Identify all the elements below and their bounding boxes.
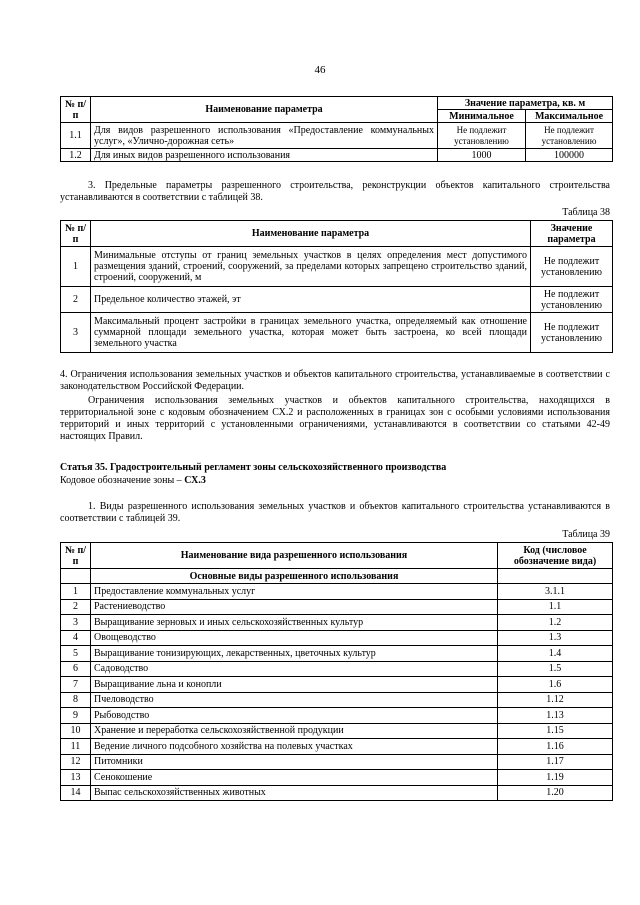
row-code: 1.15 [498,723,613,739]
row-code: 1.5 [498,661,613,677]
paragraph-4-restrictions: Ограничения использования земельных участков и объектов капитального строительства, находящихся в территориальной зоне с кодовым обозначением СХ.2 и расположенных в границах зон с особыми условиями использования территорий и иных территорий с установленными ограничениями, устанавливаются в соответствии со статьями 42-49 настоящих Правил. [60,395,610,442]
row-num: 3 [61,313,91,353]
row-name: Хранение и переработка сельскохозяйственной продукции [91,723,498,739]
table-39 [60,542,613,801]
row-num: 1.1 [61,123,91,149]
table-39-caption: Таблица 39 [562,529,610,540]
row-num: 2 [61,599,91,615]
row-name: Выращивание зерновых и иных сельскохозяйственных культур [91,615,498,631]
row-code: 1.6 [498,677,613,693]
section-title: Основные виды разрешенного использования [91,569,498,584]
col-max-header: Максимальное [526,110,613,123]
row-name: Выращивание льна и конопли [91,677,498,693]
table-row [61,599,613,615]
row-value: Не подлежит установлению [531,247,613,287]
article-title: Статья 35. Градостроительный регламент зоны сельскохозяйственного производства [60,462,447,473]
row-num: 14 [61,785,91,801]
table-row [61,149,613,162]
row-name: Для видов разрешенного использования «Предоставление коммунальных услуг», «Улично-дорожная сеть» [91,123,438,149]
row-name: Пчеловодство [91,692,498,708]
row-code: 1.16 [498,739,613,755]
section-empty-cell [61,569,91,584]
col-name-header: Наименование параметра [91,221,531,247]
col-value-header: Значение параметра, кв. м [438,97,613,110]
table-row [61,754,613,770]
row-name: Овощеводство [91,630,498,646]
table-38 [60,220,613,353]
row-name: Выпас сельскохозяйственных животных [91,785,498,801]
paragraph-3: 3. Предельные параметры разрешенного строительства, реконструкции объектов капитального строительства устанавливаются в соответствии с таблицей 38. [60,180,610,203]
zone-code-label: Кодовое обозначение зоны – [60,475,185,486]
row-name: Минимальные отступы от границ земельных участков в целях определения мест допустимого размещения зданий, строений, сооружений, за пределами которых запрещено строительство зданий, строений, сооружений, м [91,247,531,287]
table-row [61,692,613,708]
row-name: Предоставление коммунальных услуг [91,584,498,600]
table-row [61,313,613,353]
table-row [61,630,613,646]
row-num: 1 [61,247,91,287]
col-num-header: № п/п [61,97,91,123]
row-num: 7 [61,677,91,693]
row-code: 1.17 [498,754,613,770]
table-row [61,677,613,693]
params-table-continued [60,96,613,162]
col-num-header: № п/п [61,221,91,247]
row-min: 1000 [438,149,526,162]
row-max: 100000 [526,149,613,162]
section-empty-cell [498,569,613,584]
row-code: 1.4 [498,646,613,662]
row-num: 13 [61,770,91,786]
row-num: 9 [61,708,91,724]
row-num: 2 [61,287,91,313]
row-num: 8 [61,692,91,708]
table-row [61,661,613,677]
row-num: 6 [61,661,91,677]
col-value-header: Значение параметра [531,221,613,247]
col-name-header: Наименование вида разрешенного использования [91,543,498,569]
row-code: 1.20 [498,785,613,801]
table-row [61,785,613,801]
row-min: Не подлежит установлению [438,123,526,149]
col-num-header: № п/п [61,543,91,569]
row-value: Не подлежит установлению [531,313,613,353]
table-39-body [61,584,613,801]
table-row [61,287,613,313]
row-name: Ведение личного подсобного хозяйства на полевых участках [91,739,498,755]
row-name: Выращивание тонизирующих, лекарственных, цветочных культур [91,646,498,662]
table-row [61,615,613,631]
table-row [61,770,613,786]
row-num: 10 [61,723,91,739]
row-name: Рыбоводство [91,708,498,724]
row-num: 12 [61,754,91,770]
col-code-header: Код (числовое обозначение вида) [498,543,613,569]
row-name: Максимальный процент застройки в границах земельного участка, определяемый как отношение суммарной площади земельного участка, которая может быть застроена, ко всей площади земельного участка [91,313,531,353]
row-code: 1.12 [498,692,613,708]
table-row [61,247,613,287]
table-row [61,708,613,724]
table-row [61,646,613,662]
col-min-header: Минимальное [438,110,526,123]
paragraph-1: 1. Виды разрешенного использования земельных участков и объектов капитального строительства устанавливаются в соответствии с таблицей 39. [60,501,610,524]
table-row [61,723,613,739]
zone-code-line [60,475,206,487]
row-name: Растениеводство [91,599,498,615]
row-value: Не подлежит установлению [531,287,613,313]
row-num: 4 [61,630,91,646]
table-row [61,123,613,149]
row-num: 1.2 [61,149,91,162]
table-row [61,739,613,755]
row-code: 1.1 [498,599,613,615]
row-num: 1 [61,584,91,600]
row-code: 3.1.1 [498,584,613,600]
col-name-header: Наименование параметра [91,97,438,123]
row-code: 1.13 [498,708,613,724]
row-name: Сенокошение [91,770,498,786]
row-num: 11 [61,739,91,755]
row-name: Для иных видов разрешенного использования [91,149,438,162]
row-code: 1.3 [498,630,613,646]
page-number: 46 [314,64,326,76]
row-name: Садоводство [91,661,498,677]
paragraph-4: 4. Ограничения использования земельных участков и объектов капитального строительства, устанавливаемые в соответствии с законодательством Российской Федерации. [60,369,610,392]
row-name: Предельное количество этажей, эт [91,287,531,313]
row-code: 1.2 [498,615,613,631]
zone-code: СХ.3 [184,475,206,486]
row-code: 1.19 [498,770,613,786]
row-num: 5 [61,646,91,662]
row-name: Питомники [91,754,498,770]
table-38-caption: Таблица 38 [562,207,610,218]
row-max: Не подлежит установлению [526,123,613,149]
table-row [61,584,613,600]
row-num: 3 [61,615,91,631]
